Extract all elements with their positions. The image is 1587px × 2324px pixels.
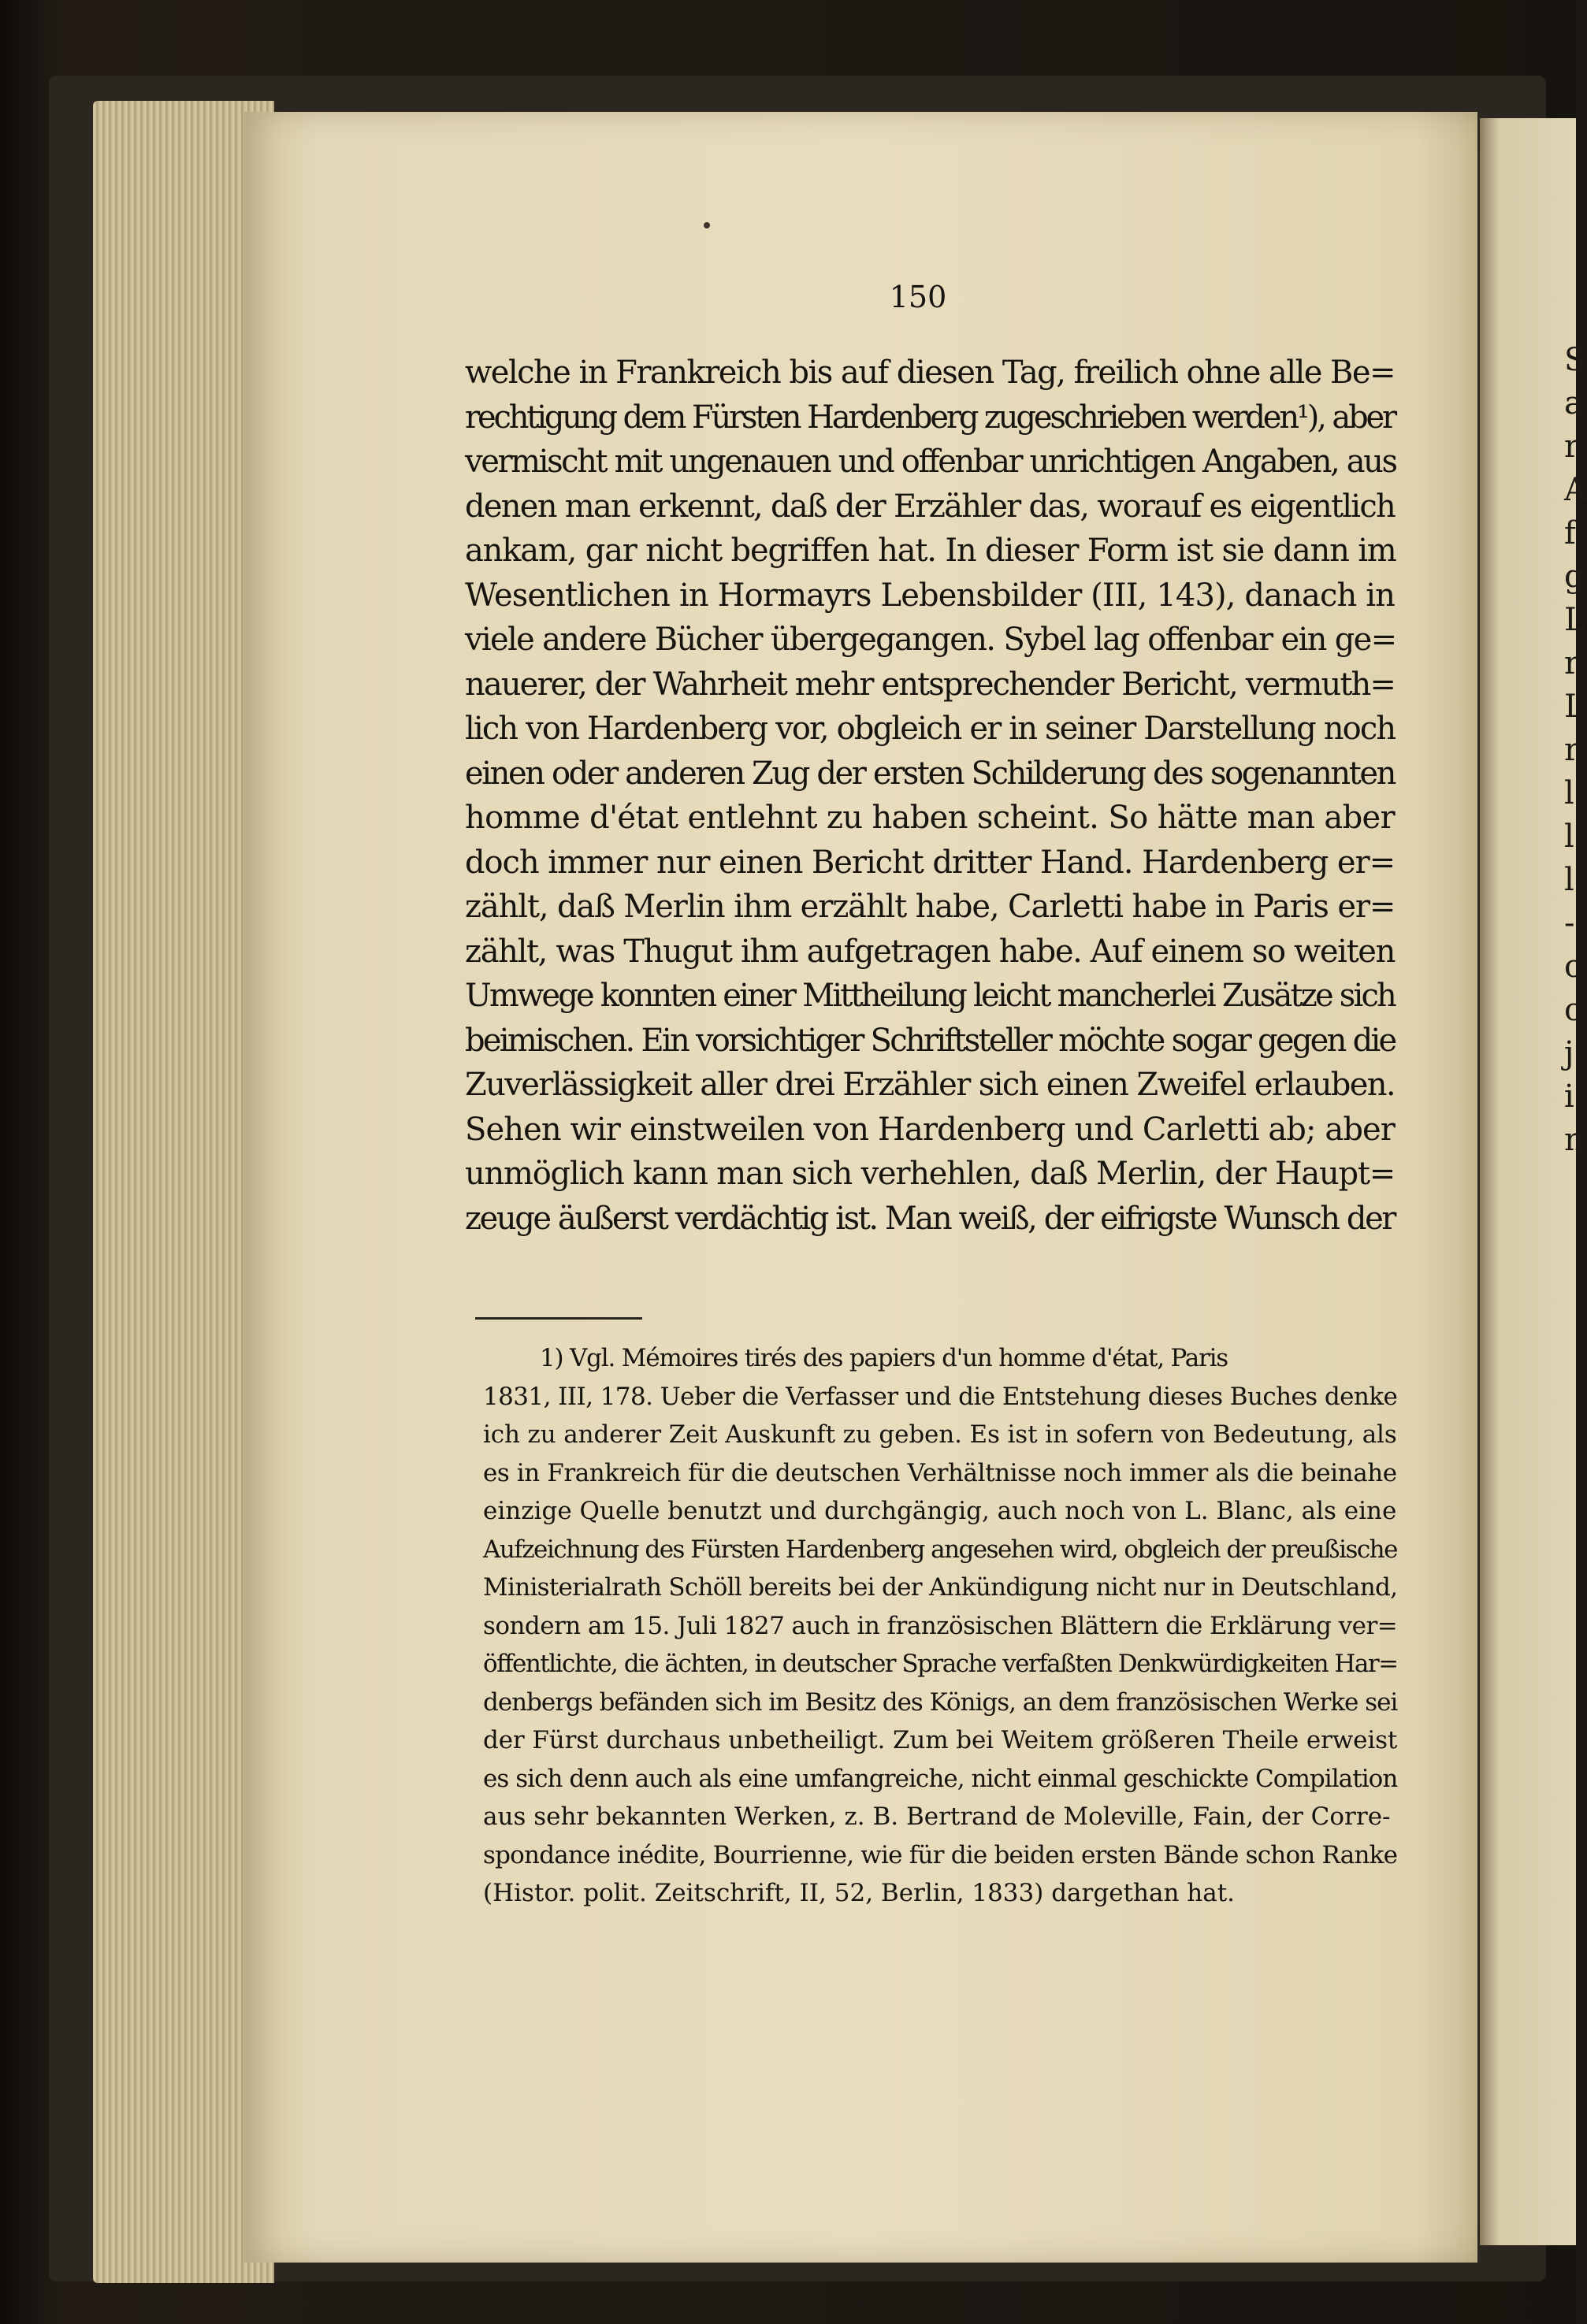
text-line: welche in Frankreich bis auf diesen Tag, freilich ohne alle Be= (465, 355, 1395, 391)
footnote-line: denbergs befänden sich im Besitz des Königs, an dem französischen Werke sei (483, 1687, 1398, 1717)
footnote-line: sondern am 15. Juli 1827 auch in französischen Blättern die Erklärung ver= (483, 1611, 1398, 1640)
text-line: Zuverlässigkeit aller drei Erzähler sich einen Zweifel erlauben. (465, 1067, 1395, 1103)
footnote (483, 1339, 1397, 1913)
text-line: zählt, was Thugut ihm aufgetragen habe. Auf einem so weiten (465, 933, 1395, 970)
text-line: vermischt mit ungenauen und offenbar unrichtigen Angaben, aus (465, 444, 1396, 480)
text-line: Sehen wir einstweilen von Hardenberg und Carletti ab; aber (465, 1111, 1395, 1148)
text-line: homme d'état entlehnt zu haben scheint. So hätte man aber (465, 800, 1395, 836)
text-line: Wesentlichen in Hormayrs Lebensbilder (III, 143), danach in (465, 577, 1395, 614)
text-line: unmöglich kann man sich verhehlen, daß Merlin, der Haupt= (465, 1156, 1395, 1192)
footnote-line: es in Frankreich für die deutschen Verhältnisse noch immer als die beinahe (483, 1458, 1397, 1487)
text-line: viele andere Bücher übergegangen. Sybel lag offenbar ein ge= (465, 622, 1396, 658)
footnote-line: Ministerialrath Schöll bereits bei der Ankündigung nicht nur in Deutschland, (483, 1573, 1398, 1602)
footnote-line: spondance inédite, Bourrienne, wie für die beiden ersten Bände schon Ranke (483, 1840, 1398, 1869)
footnote-line: der Fürst durchaus unbetheiligt. Zum bei Weitem größeren Theile erweist (483, 1726, 1398, 1754)
footnote-line: aus sehr bekannten Werken, z. B. Bertrand de Moleville, Fain, der Corre- (483, 1802, 1391, 1831)
footnote-line: es sich denn auch als eine umfangreiche, nicht einmal geschickte Compilation (483, 1764, 1398, 1793)
text-line: denen man erkennt, daß der Erzähler das, worauf es eigentlich (465, 488, 1395, 525)
footnote-line: 1) Vgl. Mémoires tirés des papiers d'un homme d'état, Paris (540, 1344, 1228, 1372)
text-line: lich von Hardenberg vor, obgleich er in seiner Darstellung noch (465, 711, 1396, 747)
footnote-line: 1831, III, 178. Ueber die Verfasser und die Entstehung dieses Buches denke (483, 1382, 1398, 1411)
main-text (465, 351, 1395, 1241)
footnote-line: ich zu anderer Zeit Auskunft zu geben. Es ist in sofern von Bedeutung, als (483, 1420, 1397, 1449)
footnote-line: öffentlichte, die ächten, in deutscher Sprache verfaßten Denkwürdigkeiten Har= (483, 1650, 1398, 1678)
text-line: ankam, gar nicht begriffen hat. In dieser Form ist sie dann im (465, 533, 1396, 569)
text-line: Umwege konnten einer Mittheilung leicht mancherlei Zusätze sich (465, 978, 1395, 1014)
ink-speck (704, 222, 710, 228)
footnote-line: (Histor. polit. Zeitschrift, II, 52, Berlin, 1833) dargethan hat. (483, 1879, 1236, 1907)
text-line: zählt, daß Merlin ihm erzählt habe, Carletti habe in Paris er= (465, 889, 1396, 925)
text-line: nauerer, der Wahrheit mehr entsprechender Bericht, vermuth= (465, 666, 1395, 703)
footnote-line: Aufzeichnung des Fürsten Hardenberg angesehen wird, obgleich der preußische (483, 1535, 1397, 1564)
text-line: zeuge äußerst verdächtig ist. Man weiß, der eifrigste Wunsch der (465, 1200, 1395, 1237)
page-number: 150 (889, 280, 947, 314)
facing-page (1480, 118, 1587, 2245)
text-line: einen oder anderen Zug der ersten Schilderung des sogenannten (465, 755, 1395, 792)
footnote-line: einzige Quelle benutzt und durchgängig, auch noch von L. Blanc, als eine (483, 1497, 1397, 1525)
text-line: rechtigung dem Fürsten Hardenberg zugeschrieben werden¹), aber (465, 399, 1395, 436)
text-line: beimischen. Ein vorsichtiger Schriftsteller möchte sogar gegen die (465, 1022, 1396, 1059)
facing-page-text: S a r A f g L r L r l l l - c c j i n (1564, 342, 1587, 1158)
footnote-rule (475, 1317, 642, 1320)
text-line: doch immer nur einen Bericht dritter Hand. Hardenberg er= (465, 844, 1396, 881)
